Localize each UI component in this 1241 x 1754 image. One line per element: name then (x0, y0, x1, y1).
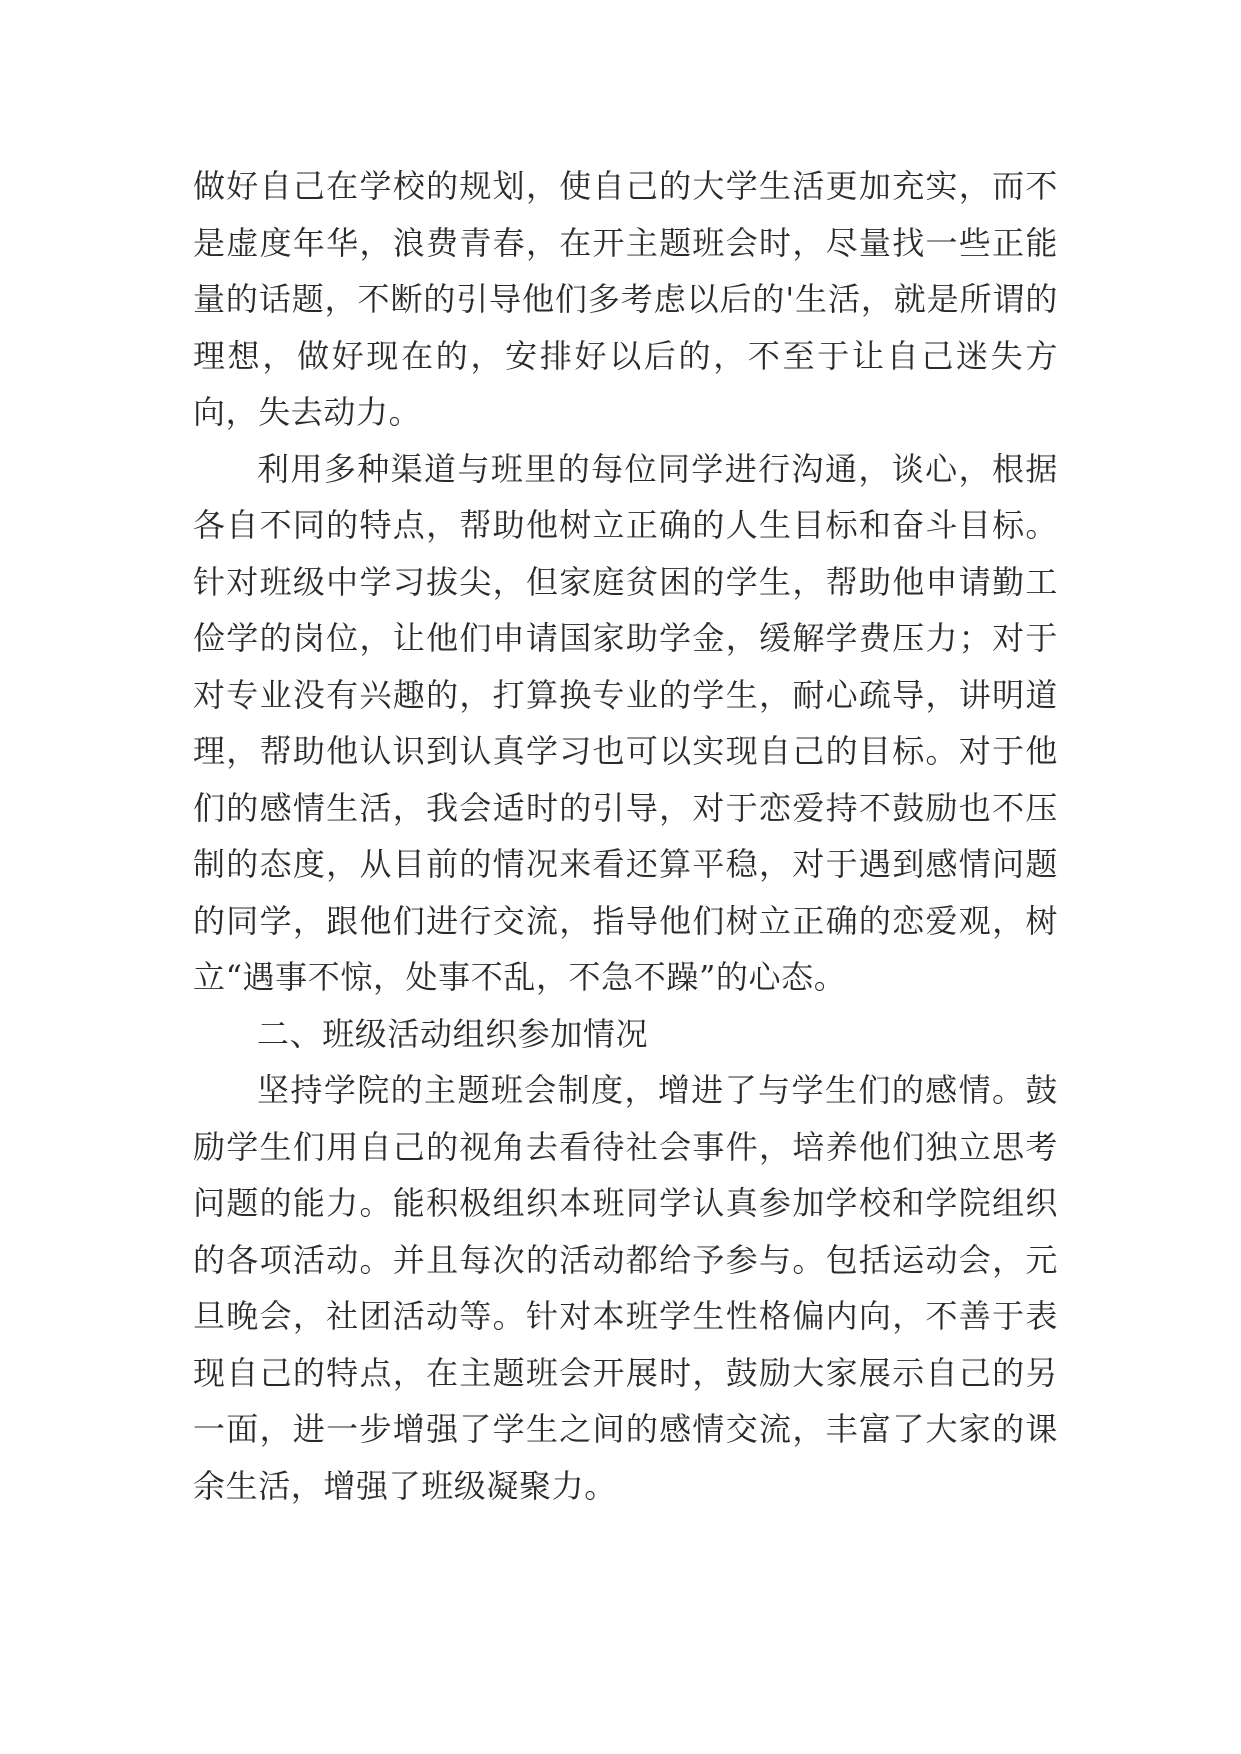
section-heading: 二、班级活动组织参加情况 (257, 1014, 649, 1053)
paragraph-1: 做好自己在学校的规划，使自己的大学生活更加充实，而不是虚度年华，浪费青春，在开主题班会时，尽量找一些正能量的话题，不断的引导他们多考虑以后的'生活，就是所谓的理想，做好现在的，安排好以后的，不至于让自己迷失方向，失去动力。 (193, 167, 1058, 431)
paragraph-2: 利用多种渠道与班里的每位同学进行沟通，谈心，根据各自不同的特点，帮助他树立正确的人生目标和奋斗目标。针对班级中学习拔尖，但家庭贫困的学生，帮助他申请勤工俭学的岗位，让他们申请国家助学金，缓解学费压力；对于对专业没有兴趣的，打算换专业的学生，耐心疏导，讲明道理，帮助他认识到认真学习也可以实现自己的目标。对于他们的感情生活，我会适时的引导，对于恋爱持不鼓励也不压制的态度，从目前的情况来看还算平稳，对于遇到感情问题的同学，跟他们进行交流，指导他们树立正确的恋爱观，树立“遇事不惊，处事不乱，不急不躁”的心态。 (193, 449, 1058, 996)
document-body (193, 158, 1058, 1514)
paragraph-3: 坚持学院的主题班会制度，增进了与学生们的感情。鼓励学生们用自己的视角去看待社会事件，培养他们独立思考问题的能力。能积极组织本班同学认真参加学校和学院组织的各项活动。并且每次的活动都给予参与。包括运动会，元旦晚会，社团活动等。针对本班学生性格偏内向，不善于表现自己的特点，在主题班会开展时，鼓励大家展示自己的另一面，进一步增强了学生之间的感情交流，丰富了大家的课余生活，增强了班级凝聚力。 (193, 1071, 1058, 1505)
